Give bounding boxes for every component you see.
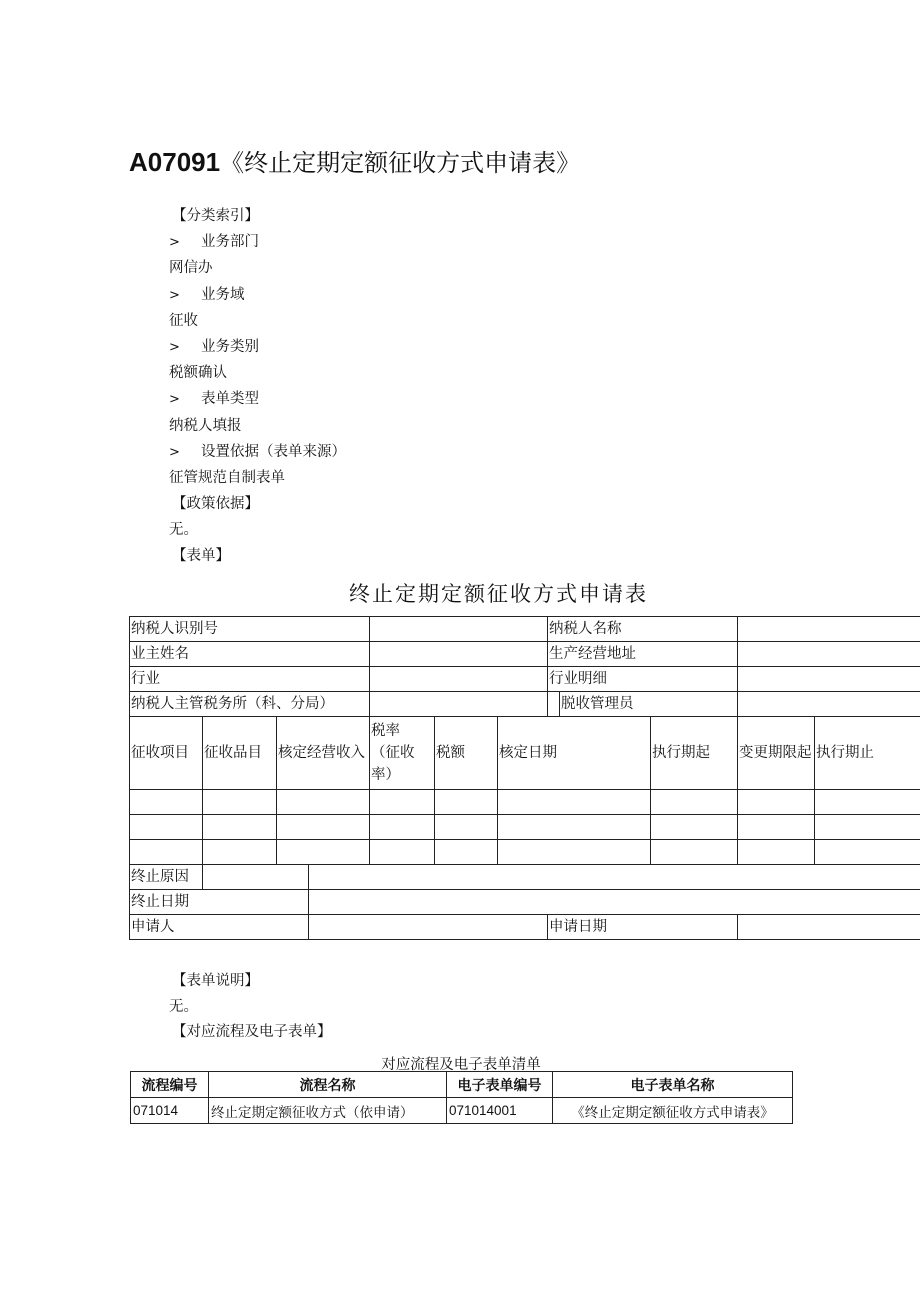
table-cell[interactable] [815,815,920,840]
col-exec-start-header: 执行期起 [651,717,738,790]
table-cell[interactable] [370,840,435,865]
table-cell[interactable] [815,790,920,815]
chevron-right-icon: > [169,445,180,460]
form-type-label: 表单类型 [201,391,259,407]
table-cell[interactable] [651,790,738,815]
dept-label: 业务部门 [201,234,259,250]
tax-manager-field[interactable] [738,692,920,717]
table-cell[interactable] [370,790,435,815]
table-cell[interactable] [498,790,651,815]
table-cell[interactable] [277,840,370,865]
form-type-label-row [169,390,259,409]
table-row [130,840,920,865]
table-cell[interactable] [203,815,277,840]
eform-code-cell: 071014001 [447,1098,553,1124]
chevron-right-icon: > [169,235,180,250]
business-address-label: 生产经营地址 [548,642,738,667]
col-date-header: 核定日期 [498,717,651,790]
termination-reason-label: 终止原因 [130,865,203,890]
form-notes-value: 无。 [169,999,198,1015]
dept-label-row [169,233,259,252]
table-row [130,865,920,890]
process-list-table [130,1071,793,1124]
tax-office-field[interactable] [370,692,548,717]
tax-office-spacer [548,692,560,717]
category-value: 税额确认 [169,365,227,381]
domain-label-row [169,286,245,305]
chevron-right-icon: > [169,392,180,407]
process-code-header: 流程编号 [131,1072,209,1098]
process-code-cell: 071014 [131,1098,209,1124]
table-row [131,1098,793,1124]
table-cell[interactable] [498,815,651,840]
col-exec-end-header: 执行期止 [815,717,920,790]
classification-heading: 【分类索引】 [172,208,259,224]
taxpayer-id-label: 纳税人识别号 [130,617,370,642]
application-form-table [129,616,920,940]
table-row [130,915,920,940]
basis-label: 设置依据（表单来源） [201,444,346,460]
table-header-row [130,717,920,790]
table-cell[interactable] [130,840,203,865]
industry-detail-label: 行业明细 [548,667,738,692]
owner-name-field[interactable] [370,642,548,667]
category-label: 业务类别 [201,339,259,355]
taxpayer-name-label: 纳税人名称 [548,617,738,642]
applicant-field[interactable] [309,915,548,940]
dept-value: 网信办 [169,260,213,276]
domain-label: 业务域 [201,287,245,303]
table-cell[interactable] [435,840,498,865]
table-cell[interactable] [738,790,815,815]
form-type-value: 纳税人填报 [169,418,242,434]
table-cell[interactable] [651,815,738,840]
taxpayer-name-field[interactable] [738,617,920,642]
industry-label: 行业 [130,667,370,692]
table-cell[interactable] [815,840,920,865]
category-label-row [169,338,259,357]
table-cell[interactable] [130,815,203,840]
basis-value: 征管规范自制表单 [169,470,285,486]
col-rate-header: 税率（征收率） [370,717,435,790]
col-income-header: 核定经营收入 [277,717,370,790]
table-cell[interactable] [203,790,277,815]
table-row [130,692,920,717]
process-heading: 【对应流程及电子表单】 [172,1024,332,1040]
table-cell[interactable] [651,840,738,865]
domain-value: 征收 [169,313,198,329]
termination-reason-field[interactable] [309,865,920,890]
termination-date-field[interactable] [309,890,920,915]
form-title: 终止定期定额征收方式申请表 [349,582,648,606]
table-cell[interactable] [277,790,370,815]
tax-office-label: 纳税人主管税务所（科、分局） [130,692,370,717]
col-tax-header: 税额 [435,717,498,790]
industry-field[interactable] [370,667,548,692]
document-title [129,143,580,178]
table-cell[interactable] [435,815,498,840]
table-cell[interactable] [203,840,277,865]
table-row [130,790,920,815]
business-address-field[interactable] [738,642,920,667]
industry-detail-field[interactable] [738,667,920,692]
table-cell[interactable] [370,815,435,840]
eform-name-header: 电子表单名称 [553,1072,793,1098]
table-cell[interactable] [435,790,498,815]
form-heading: 【表单】 [172,548,230,564]
document-code: A07091 [129,147,221,177]
application-date-field[interactable] [738,915,920,940]
process-list-title: 对应流程及电子表单清单 [381,1057,541,1073]
table-row [130,890,920,915]
document-title-text: 《终止定期定额征收方式申请表》 [220,149,581,177]
policy-heading: 【政策依据】 [172,496,259,512]
table-row [130,642,920,667]
application-date-label: 申请日期 [548,915,738,940]
table-cell[interactable] [738,815,815,840]
col-item-header: 征收项目 [130,717,203,790]
form-notes-heading: 【表单说明】 [172,973,259,989]
chevron-right-icon: > [169,288,180,303]
tax-manager-label: 脱收管理员 [560,692,738,717]
termination-date-label: 终止日期 [130,890,309,915]
table-cell[interactable] [498,840,651,865]
table-header-row [131,1072,793,1098]
eform-code-header: 电子表单编号 [447,1072,553,1098]
process-name-header: 流程名称 [209,1072,447,1098]
applicant-label: 申请人 [130,915,309,940]
table-cell[interactable] [277,815,370,840]
basis-label-row [169,443,346,462]
table-cell[interactable] [130,790,203,815]
eform-name-cell: 《终止定期定额征收方式申请表》 [553,1098,793,1124]
table-row [130,617,920,642]
table-cell[interactable] [738,840,815,865]
process-name-cell: 终止定期定额征收方式（依申请） [209,1098,447,1124]
taxpayer-id-field[interactable] [370,617,548,642]
chevron-right-icon: > [169,340,180,355]
col-product-header: 征收品目 [203,717,277,790]
policy-value: 无。 [169,522,198,538]
owner-name-label: 业主姓名 [130,642,370,667]
termination-reason-spacer [203,865,309,890]
table-row [130,815,920,840]
col-change-start-header: 变更期限起 [738,717,815,790]
table-row [130,667,920,692]
